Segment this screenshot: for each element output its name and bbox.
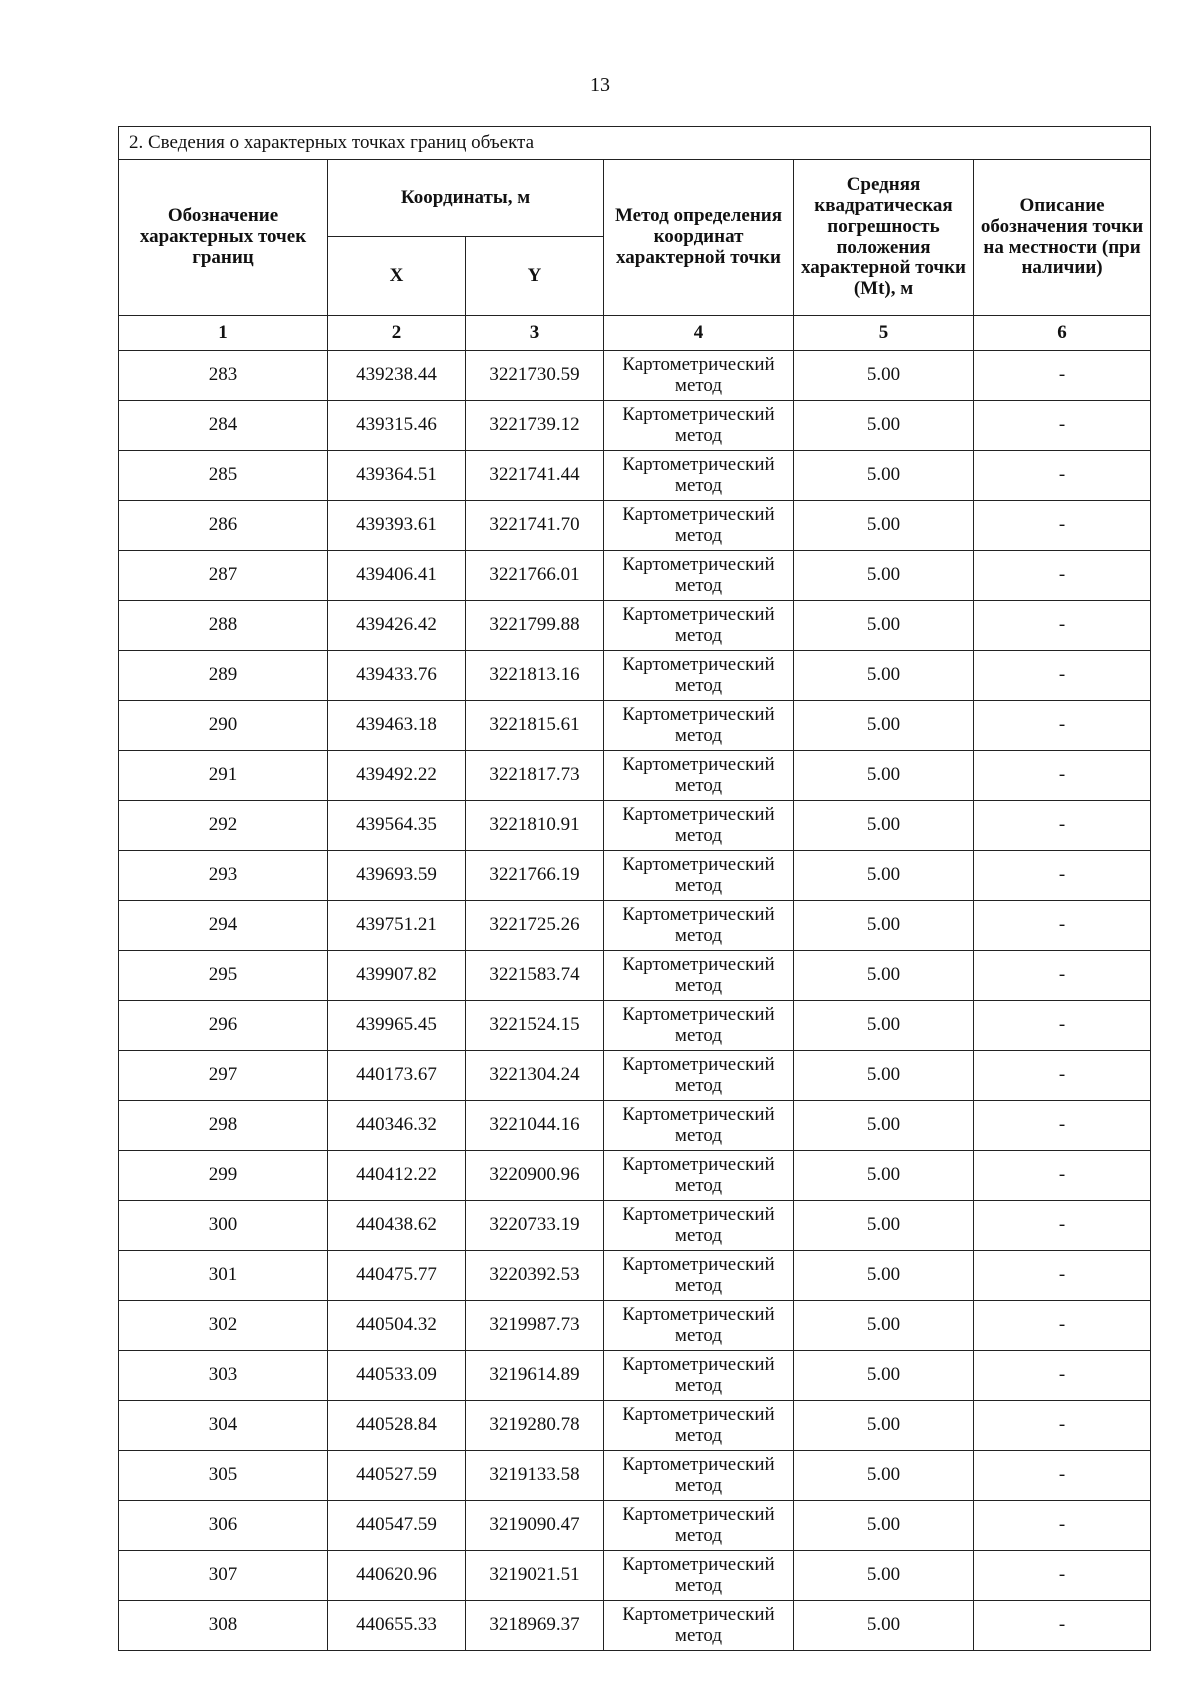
y-coordinate-cell: 3221799.88 xyxy=(466,601,604,651)
x-coordinate-cell: 440173.67 xyxy=(328,1051,466,1101)
mean-error-cell: 5.00 xyxy=(794,351,974,401)
method-cell xyxy=(604,551,794,601)
description-cell: - xyxy=(974,851,1151,901)
column-number: 6 xyxy=(974,316,1151,351)
method-cell xyxy=(604,401,794,451)
y-coordinate-cell: 3220733.19 xyxy=(466,1201,604,1251)
method-line-2: метод xyxy=(674,1574,723,1596)
point-number-cell: 306 xyxy=(119,1501,328,1551)
point-number-cell: 305 xyxy=(119,1451,328,1501)
y-coordinate-cell: 3221815.61 xyxy=(466,701,604,751)
point-number-cell: 300 xyxy=(119,1201,328,1251)
table-row xyxy=(119,751,1151,801)
method-cell xyxy=(604,1401,794,1451)
description-cell: - xyxy=(974,1101,1151,1151)
x-coordinate-cell: 439393.61 xyxy=(328,501,466,551)
y-coordinate-cell: 3220900.96 xyxy=(466,1151,604,1201)
table-row xyxy=(119,1251,1151,1301)
x-coordinate-cell: 439751.21 xyxy=(328,901,466,951)
boundary-points-table xyxy=(118,126,1151,1651)
x-coordinate-cell: 440533.09 xyxy=(328,1351,466,1401)
column-number: 2 xyxy=(328,316,466,351)
method-line-1: Картометрический xyxy=(622,1153,775,1175)
mean-error-cell: 5.00 xyxy=(794,651,974,701)
mean-error-cell: 5.00 xyxy=(794,1551,974,1601)
header-coordinates: Координаты, м xyxy=(328,160,604,237)
x-coordinate-cell: 439238.44 xyxy=(328,351,466,401)
point-number-cell: 303 xyxy=(119,1351,328,1401)
method-line-2: метод xyxy=(674,424,723,446)
method-line-1: Картометрический xyxy=(622,1503,775,1525)
section-title: 2. Сведения о характерных точках границ объекта xyxy=(119,127,1151,160)
x-coordinate-cell: 440438.62 xyxy=(328,1201,466,1251)
method-line-1: Картометрический xyxy=(622,953,775,975)
description-cell: - xyxy=(974,1351,1151,1401)
y-coordinate-cell: 3221730.59 xyxy=(466,351,604,401)
point-number-cell: 292 xyxy=(119,801,328,851)
point-number-cell: 290 xyxy=(119,701,328,751)
y-coordinate-cell: 3219614.89 xyxy=(466,1351,604,1401)
description-cell: - xyxy=(974,1001,1151,1051)
description-cell: - xyxy=(974,951,1151,1001)
method-line-1: Картометрический xyxy=(622,753,775,775)
table-row xyxy=(119,1601,1151,1651)
mean-error-cell: 5.00 xyxy=(794,1051,974,1101)
mean-error-cell: 5.00 xyxy=(794,1201,974,1251)
description-cell: - xyxy=(974,801,1151,851)
description-cell: - xyxy=(974,1451,1151,1501)
mean-error-cell: 5.00 xyxy=(794,751,974,801)
method-line-1: Картометрический xyxy=(622,803,775,825)
method-cell xyxy=(604,351,794,401)
y-coordinate-cell: 3219133.58 xyxy=(466,1451,604,1501)
method-cell xyxy=(604,1451,794,1501)
mean-error-cell: 5.00 xyxy=(794,1251,974,1301)
point-number-cell: 308 xyxy=(119,1601,328,1651)
description-cell: - xyxy=(974,401,1151,451)
table-row xyxy=(119,1051,1151,1101)
point-number-cell: 294 xyxy=(119,901,328,951)
method-line-1: Картометрический xyxy=(622,1203,775,1225)
column-number: 4 xyxy=(604,316,794,351)
method-line-2: метод xyxy=(674,1474,723,1496)
mean-error-cell: 5.00 xyxy=(794,451,974,501)
description-cell: - xyxy=(974,451,1151,501)
table-row xyxy=(119,1301,1151,1351)
header-description: Описание обозначения точки на местности (при наличии) xyxy=(974,160,1151,316)
method-cell xyxy=(604,1301,794,1351)
x-coordinate-cell: 439433.76 xyxy=(328,651,466,701)
x-coordinate-cell: 439693.59 xyxy=(328,851,466,901)
description-cell: - xyxy=(974,601,1151,651)
table-row xyxy=(119,1551,1151,1601)
method-line-1: Картометрический xyxy=(622,653,775,675)
description-cell: - xyxy=(974,351,1151,401)
method-cell xyxy=(604,651,794,701)
table-row xyxy=(119,451,1151,501)
method-line-2: метод xyxy=(674,1024,723,1046)
x-coordinate-cell: 440346.32 xyxy=(328,1101,466,1151)
method-line-1: Картометрический xyxy=(622,403,775,425)
point-number-cell: 287 xyxy=(119,551,328,601)
description-cell: - xyxy=(974,551,1151,601)
method-cell xyxy=(604,1551,794,1601)
table-row xyxy=(119,901,1151,951)
table-row xyxy=(119,801,1151,851)
y-coordinate-cell: 3221739.12 xyxy=(466,401,604,451)
method-line-2: метод xyxy=(674,1274,723,1296)
method-line-1: Картометрический xyxy=(622,1353,775,1375)
point-number-cell: 293 xyxy=(119,851,328,901)
y-coordinate-cell: 3221810.91 xyxy=(466,801,604,851)
description-cell: - xyxy=(974,751,1151,801)
method-line-2: метод xyxy=(674,674,723,696)
description-cell: - xyxy=(974,501,1151,551)
description-cell: - xyxy=(974,1301,1151,1351)
mean-error-cell: 5.00 xyxy=(794,951,974,1001)
method-line-1: Картометрический xyxy=(622,453,775,475)
method-cell xyxy=(604,851,794,901)
x-coordinate-cell: 440620.96 xyxy=(328,1551,466,1601)
point-number-cell: 289 xyxy=(119,651,328,701)
point-number-cell: 291 xyxy=(119,751,328,801)
table-row xyxy=(119,1451,1151,1501)
method-line-2: метод xyxy=(674,624,723,646)
mean-error-cell: 5.00 xyxy=(794,1351,974,1401)
x-coordinate-cell: 439564.35 xyxy=(328,801,466,851)
table-row xyxy=(119,951,1151,1001)
method-cell xyxy=(604,1151,794,1201)
description-cell: - xyxy=(974,1051,1151,1101)
method-cell xyxy=(604,1351,794,1401)
method-cell xyxy=(604,901,794,951)
table-row xyxy=(119,601,1151,651)
method-cell xyxy=(604,1201,794,1251)
method-cell xyxy=(604,1601,794,1651)
method-line-2: метод xyxy=(674,1424,723,1446)
y-coordinate-cell: 3219090.47 xyxy=(466,1501,604,1551)
method-line-1: Картометрический xyxy=(622,703,775,725)
method-line-1: Картометрический xyxy=(622,1553,775,1575)
method-cell xyxy=(604,1051,794,1101)
point-number-cell: 298 xyxy=(119,1101,328,1151)
point-number-cell: 301 xyxy=(119,1251,328,1301)
y-coordinate-cell: 3221817.73 xyxy=(466,751,604,801)
x-coordinate-cell: 440504.32 xyxy=(328,1301,466,1351)
method-cell xyxy=(604,1501,794,1551)
description-cell: - xyxy=(974,1201,1151,1251)
y-coordinate-cell: 3221044.16 xyxy=(466,1101,604,1151)
method-cell xyxy=(604,801,794,851)
x-coordinate-cell: 439315.46 xyxy=(328,401,466,451)
description-cell: - xyxy=(974,1501,1151,1551)
method-line-2: метод xyxy=(674,924,723,946)
method-line-2: метод xyxy=(674,524,723,546)
table-row xyxy=(119,351,1151,401)
method-line-2: метод xyxy=(674,1624,723,1646)
method-line-1: Картометрический xyxy=(622,1603,775,1625)
method-line-1: Картометрический xyxy=(622,503,775,525)
x-coordinate-cell: 440528.84 xyxy=(328,1401,466,1451)
method-line-2: метод xyxy=(674,1224,723,1246)
method-line-1: Картометрический xyxy=(622,353,775,375)
y-coordinate-cell: 3218969.37 xyxy=(466,1601,604,1651)
method-cell xyxy=(604,601,794,651)
mean-error-cell: 5.00 xyxy=(794,901,974,951)
mean-error-cell: 5.00 xyxy=(794,501,974,551)
point-number-cell: 302 xyxy=(119,1301,328,1351)
method-cell xyxy=(604,451,794,501)
y-coordinate-cell: 3219021.51 xyxy=(466,1551,604,1601)
mean-error-cell: 5.00 xyxy=(794,701,974,751)
table-row xyxy=(119,1351,1151,1401)
mean-error-cell: 5.00 xyxy=(794,401,974,451)
method-cell xyxy=(604,501,794,551)
mean-error-cell: 5.00 xyxy=(794,551,974,601)
point-number-cell: 304 xyxy=(119,1401,328,1451)
method-line-1: Картометрический xyxy=(622,1053,775,1075)
x-coordinate-cell: 439463.18 xyxy=(328,701,466,751)
method-line-2: метод xyxy=(674,1074,723,1096)
method-line-1: Картометрический xyxy=(622,1003,775,1025)
method-line-2: метод xyxy=(674,1524,723,1546)
point-number-cell: 285 xyxy=(119,451,328,501)
x-coordinate-cell: 440527.59 xyxy=(328,1451,466,1501)
method-line-1: Картометрический xyxy=(622,903,775,925)
method-cell xyxy=(604,1001,794,1051)
description-cell: - xyxy=(974,901,1151,951)
column-numbers-row xyxy=(119,316,1151,351)
x-coordinate-cell: 440412.22 xyxy=(328,1151,466,1201)
y-coordinate-cell: 3221766.19 xyxy=(466,851,604,901)
x-coordinate-cell: 439907.82 xyxy=(328,951,466,1001)
y-coordinate-cell: 3220392.53 xyxy=(466,1251,604,1301)
table-row xyxy=(119,1151,1151,1201)
table-row xyxy=(119,851,1151,901)
header-method: Метод определения координат характерной точки xyxy=(604,160,794,316)
point-number-cell: 296 xyxy=(119,1001,328,1051)
mean-error-cell: 5.00 xyxy=(794,1101,974,1151)
method-line-2: метод xyxy=(674,474,723,496)
method-line-1: Картометрический xyxy=(622,603,775,625)
header-point-designation: Обозначение характерных точек границ xyxy=(119,160,328,316)
y-coordinate-cell: 3221304.24 xyxy=(466,1051,604,1101)
x-coordinate-cell: 440655.33 xyxy=(328,1601,466,1651)
method-line-2: метод xyxy=(674,1374,723,1396)
table-row xyxy=(119,551,1151,601)
y-coordinate-cell: 3219987.73 xyxy=(466,1301,604,1351)
method-line-2: метод xyxy=(674,774,723,796)
x-coordinate-cell: 440547.59 xyxy=(328,1501,466,1551)
description-cell: - xyxy=(974,1551,1151,1601)
table-row xyxy=(119,1501,1151,1551)
x-coordinate-cell: 439426.42 xyxy=(328,601,466,651)
column-number: 1 xyxy=(119,316,328,351)
method-line-1: Картометрический xyxy=(622,853,775,875)
mean-error-cell: 5.00 xyxy=(794,1301,974,1351)
table-row xyxy=(119,1001,1151,1051)
page-number: 13 xyxy=(590,74,610,96)
method-line-2: метод xyxy=(674,724,723,746)
method-cell xyxy=(604,751,794,801)
method-line-1: Картометрический xyxy=(622,1103,775,1125)
description-cell: - xyxy=(974,1251,1151,1301)
mean-error-cell: 5.00 xyxy=(794,801,974,851)
point-number-cell: 299 xyxy=(119,1151,328,1201)
table-row xyxy=(119,701,1151,751)
method-cell xyxy=(604,701,794,751)
mean-error-cell: 5.00 xyxy=(794,1501,974,1551)
method-line-2: метод xyxy=(674,874,723,896)
method-line-2: метод xyxy=(674,574,723,596)
x-coordinate-cell: 439406.41 xyxy=(328,551,466,601)
description-cell: - xyxy=(974,701,1151,751)
mean-error-cell: 5.00 xyxy=(794,1151,974,1201)
method-cell xyxy=(604,1101,794,1151)
point-number-cell: 286 xyxy=(119,501,328,551)
method-line-2: метод xyxy=(674,1174,723,1196)
header-x: X xyxy=(328,237,466,316)
y-coordinate-cell: 3221741.70 xyxy=(466,501,604,551)
method-line-1: Картометрический xyxy=(622,1253,775,1275)
table-row xyxy=(119,401,1151,451)
header-y: Y xyxy=(466,237,604,316)
y-coordinate-cell: 3221741.44 xyxy=(466,451,604,501)
method-line-2: метод xyxy=(674,1124,723,1146)
x-coordinate-cell: 439492.22 xyxy=(328,751,466,801)
point-number-cell: 307 xyxy=(119,1551,328,1601)
point-number-cell: 295 xyxy=(119,951,328,1001)
description-cell: - xyxy=(974,1601,1151,1651)
method-line-1: Картометрический xyxy=(622,1303,775,1325)
mean-error-cell: 5.00 xyxy=(794,1001,974,1051)
method-line-2: метод xyxy=(674,374,723,396)
x-coordinate-cell: 439364.51 xyxy=(328,451,466,501)
method-line-1: Картометрический xyxy=(622,1453,775,1475)
method-line-2: метод xyxy=(674,824,723,846)
y-coordinate-cell: 3219280.78 xyxy=(466,1401,604,1451)
y-coordinate-cell: 3221813.16 xyxy=(466,651,604,701)
y-coordinate-cell: 3221766.01 xyxy=(466,551,604,601)
table-row xyxy=(119,651,1151,701)
column-number: 5 xyxy=(794,316,974,351)
mean-error-cell: 5.00 xyxy=(794,1401,974,1451)
x-coordinate-cell: 440475.77 xyxy=(328,1251,466,1301)
y-coordinate-cell: 3221725.26 xyxy=(466,901,604,951)
table-row xyxy=(119,501,1151,551)
point-number-cell: 297 xyxy=(119,1051,328,1101)
header-mean-error: Средняя квадратическая погрешность положения характерной точки (Mt), м xyxy=(794,160,974,316)
y-coordinate-cell: 3221524.15 xyxy=(466,1001,604,1051)
x-coordinate-cell: 439965.45 xyxy=(328,1001,466,1051)
method-cell xyxy=(604,1251,794,1301)
mean-error-cell: 5.00 xyxy=(794,1601,974,1651)
mean-error-cell: 5.00 xyxy=(794,851,974,901)
method-line-2: метод xyxy=(674,974,723,996)
method-line-1: Картометрический xyxy=(622,553,775,575)
mean-error-cell: 5.00 xyxy=(794,1451,974,1501)
point-number-cell: 283 xyxy=(119,351,328,401)
column-number: 3 xyxy=(466,316,604,351)
method-line-2: метод xyxy=(674,1324,723,1346)
method-line-1: Картометрический xyxy=(622,1403,775,1425)
y-coordinate-cell: 3221583.74 xyxy=(466,951,604,1001)
description-cell: - xyxy=(974,1401,1151,1451)
table-row xyxy=(119,1201,1151,1251)
point-number-cell: 288 xyxy=(119,601,328,651)
description-cell: - xyxy=(974,1151,1151,1201)
table-row xyxy=(119,1101,1151,1151)
mean-error-cell: 5.00 xyxy=(794,601,974,651)
table-body xyxy=(119,351,1151,1651)
point-number-cell: 284 xyxy=(119,401,328,451)
method-cell xyxy=(604,951,794,1001)
table-row xyxy=(119,1401,1151,1451)
description-cell: - xyxy=(974,651,1151,701)
